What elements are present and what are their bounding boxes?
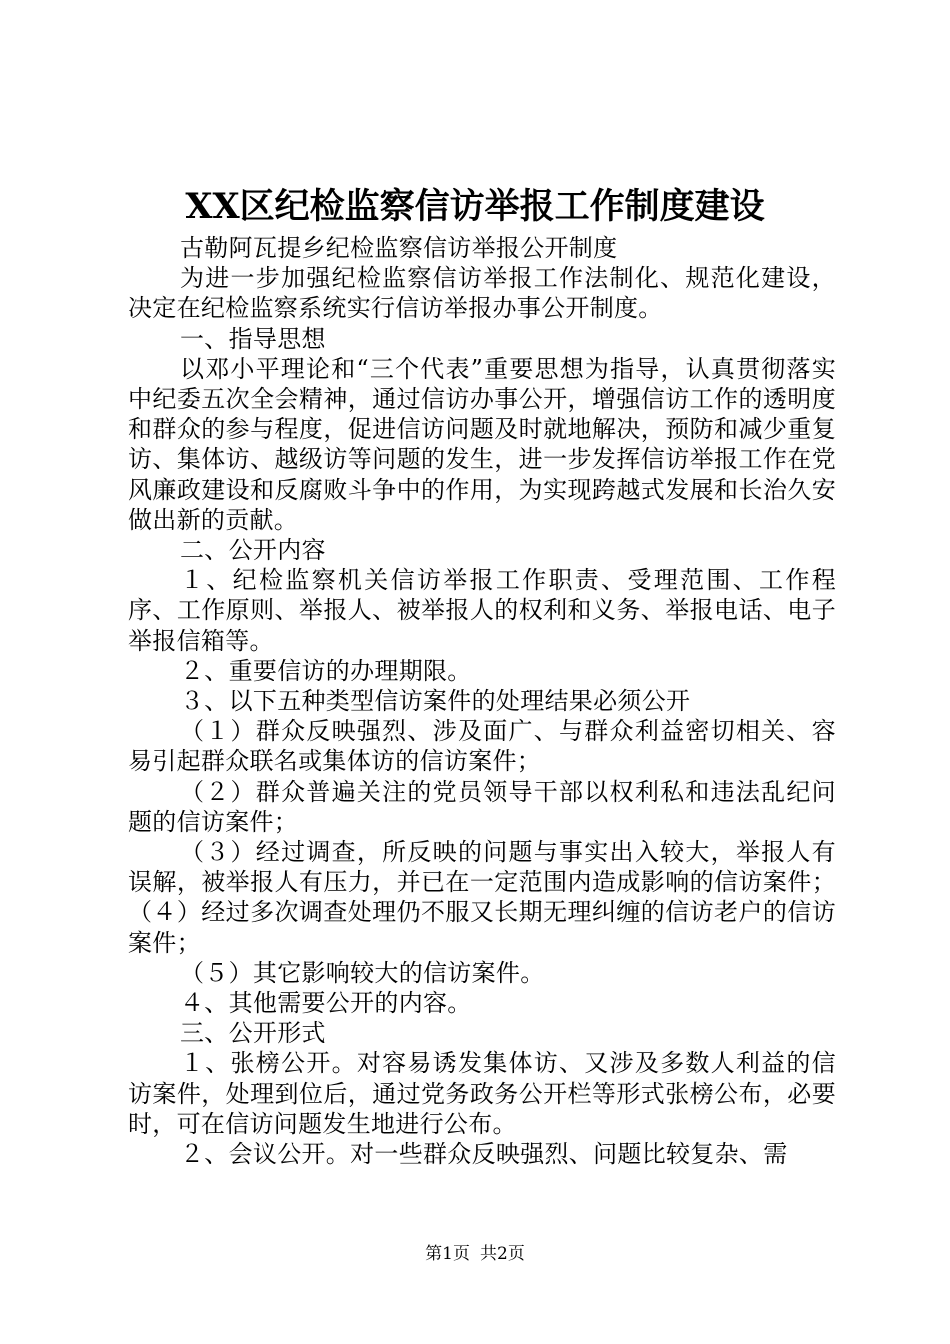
paragraph: （３）经过调查，所反映的问题与事实出入较大，举报人有误解，被举报人有压力，并已在一定范围内造成影响的信访案件；（４）经过多次调查处理仍不服又长期无理纠缠的信访老户的信访案件；: [128, 838, 836, 957]
document-title: XX区纪检监察信访举报工作制度建设: [185, 186, 765, 227]
paragraph: 以邓小平理论和“三个代表”重要思想为指导，认真贯彻落实中纪委五次全会精神，通过信访办事公开，增强信访工作的透明度和群众的参与程度，促进信访问题及时就地解决，预防和减少重复访、集体访、越级访等问题的发生，进一步发挥信访举报工作在党风廉政建设和反腐败斗争中的作用，为实现跨越式发展和长治久安做出新的贡献。: [128, 354, 836, 534]
page-total: 共2页: [480, 1244, 525, 1264]
document-body: [128, 233, 836, 1169]
paragraph: ２、会议公开。对一些群众反映强烈、问题比较复杂、需: [180, 1140, 788, 1169]
paragraph: １、张榜公开。对容易诱发集体访、又涉及多数人利益的信访案件，处理到位后，通过党务政务公开栏等形式张榜公布，必要时，可在信访问题发生地进行公布。: [128, 1049, 836, 1138]
paragraph: （２）群众普遍关注的党员领导干部以权利私和违法乱纪问题的信访案件；: [128, 777, 836, 836]
section-heading: 二、公开内容: [180, 536, 326, 565]
paragraph: １、纪检监察机关信访举报工作职责、受理范围、工作程序、工作原则、举报人、被举报人的权利和义务、举报电话、电子举报信箱等。: [128, 566, 836, 655]
section-heading: 一、指导思想: [180, 324, 326, 353]
section-heading: 三、公开形式: [180, 1019, 326, 1048]
page-footer: [0, 1242, 950, 1266]
paragraph: ４、其他需要公开的内容。: [180, 989, 472, 1018]
paragraph: ２、重要信访的办理期限。: [180, 656, 472, 685]
page-number: 第1页: [425, 1244, 470, 1264]
paragraph: 古勒阿瓦提乡纪检监察信访举报公开制度: [180, 234, 618, 262]
paragraph: 为进一步加强纪检监察信访举报工作法制化、规范化建设，决定在纪检监察系统实行信访举报办事公开制度。: [128, 264, 836, 323]
paragraph: （５）其它影响较大的信访案件。: [180, 958, 545, 987]
paragraph: （１）群众反映强烈、涉及面广、与群众利益密切相关、容易引起群众联名或集体访的信访案件；: [128, 717, 836, 776]
paragraph: ３、以下五种类型信访案件的处理结果必须公开: [180, 687, 691, 716]
